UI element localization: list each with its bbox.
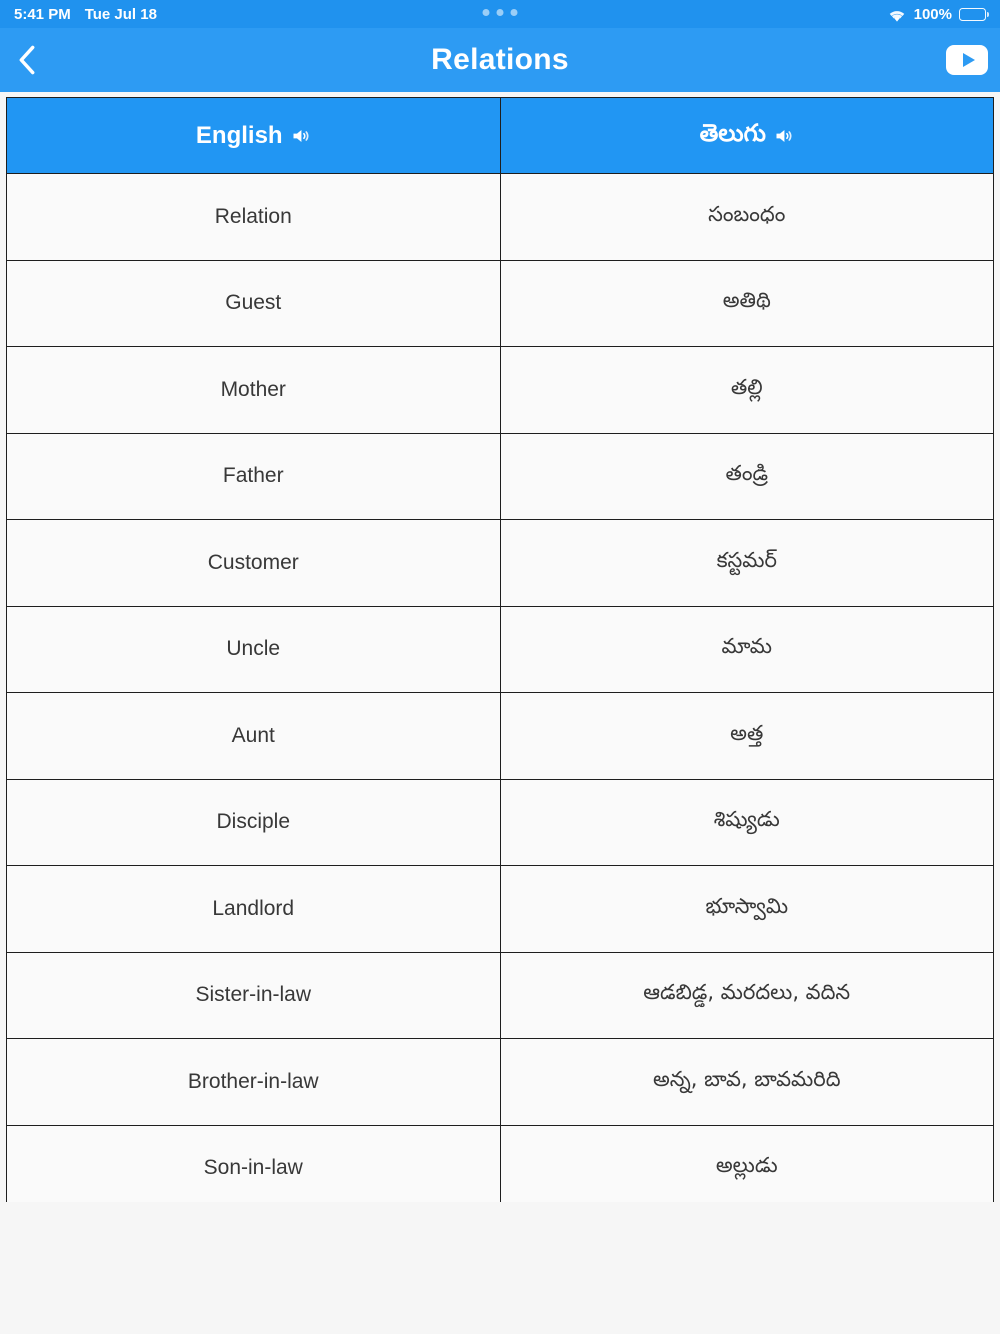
telugu-cell[interactable]: అన్న, బావ, బావమరిది xyxy=(500,1039,994,1126)
telugu-cell[interactable]: భూస్వామి xyxy=(500,866,994,953)
table-row xyxy=(7,1039,994,1126)
youtube-button[interactable] xyxy=(946,45,988,75)
telugu-cell[interactable]: తండ్రి xyxy=(500,433,994,520)
telugu-cell[interactable]: అల్లుడు xyxy=(500,1125,994,1202)
telugu-cell[interactable]: ఆడబిడ్డ, మరదలు, వదిన xyxy=(500,952,994,1039)
english-cell[interactable]: Relation xyxy=(7,174,501,261)
table-row xyxy=(7,866,994,953)
chevron-left-icon xyxy=(16,44,38,76)
english-cell[interactable]: Sister-in-law xyxy=(7,952,501,1039)
english-cell[interactable]: Customer xyxy=(7,520,501,607)
telugu-cell[interactable]: అతిథి xyxy=(500,260,994,347)
telugu-cell[interactable]: తల్లి xyxy=(500,347,994,434)
content-area xyxy=(0,92,1000,1334)
column-header-english[interactable] xyxy=(7,98,501,174)
page-title: Relations xyxy=(431,43,569,76)
multitask-dots-icon xyxy=(483,9,518,16)
table-header-row xyxy=(7,98,994,174)
english-cell[interactable]: Aunt xyxy=(7,693,501,780)
table-row xyxy=(7,693,994,780)
telugu-cell[interactable]: అత్త xyxy=(500,693,994,780)
column-header-telugu[interactable] xyxy=(500,98,994,174)
back-button[interactable] xyxy=(16,42,56,78)
english-cell[interactable]: Son-in-law xyxy=(7,1125,501,1202)
table-row xyxy=(7,520,994,607)
table-row xyxy=(7,779,994,866)
telugu-cell[interactable]: సంబంధం xyxy=(500,174,994,261)
battery-icon xyxy=(959,8,986,21)
status-left xyxy=(14,6,157,23)
table-container xyxy=(6,97,994,1202)
telugu-cell[interactable]: మామ xyxy=(500,606,994,693)
status-right xyxy=(887,6,986,23)
status-bar xyxy=(0,0,1000,28)
english-cell[interactable]: Father xyxy=(7,433,501,520)
english-cell[interactable]: Mother xyxy=(7,347,501,434)
table-row xyxy=(7,347,994,434)
english-cell[interactable]: Disciple xyxy=(7,779,501,866)
table-row xyxy=(7,174,994,261)
english-cell[interactable]: Guest xyxy=(7,260,501,347)
english-cell[interactable]: Landlord xyxy=(7,866,501,953)
telugu-cell[interactable]: శిష్యుడు xyxy=(500,779,994,866)
table-row xyxy=(7,433,994,520)
column-header-telugu-label: తెలుగు xyxy=(699,118,766,147)
speaker-icon xyxy=(291,126,311,146)
wifi-icon xyxy=(887,7,907,22)
table-row xyxy=(7,606,994,693)
speaker-icon xyxy=(774,126,794,146)
table-row xyxy=(7,1125,994,1202)
telugu-cell[interactable]: కస్టమర్ xyxy=(500,520,994,607)
english-cell[interactable]: Brother-in-law xyxy=(7,1039,501,1126)
column-header-english-label: English xyxy=(195,121,283,149)
youtube-play-icon xyxy=(963,53,975,67)
status-time: 5:41 PM xyxy=(14,5,71,23)
nav-bar xyxy=(0,28,1000,92)
table-row xyxy=(7,952,994,1039)
status-date: Tue Jul 18 xyxy=(84,5,157,23)
battery-percent: 100% xyxy=(913,5,952,23)
table-row xyxy=(7,260,994,347)
vocab-table xyxy=(6,97,994,1202)
english-cell[interactable]: Uncle xyxy=(7,606,501,693)
